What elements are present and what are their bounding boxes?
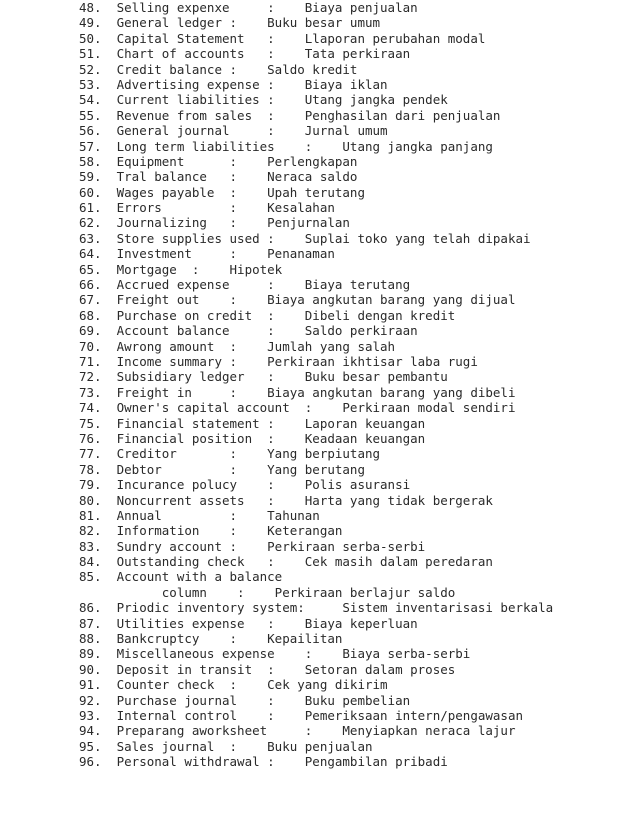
glossary-entry: 74. Owner's capital account : Perkiraan modal sendiri	[79, 400, 516, 416]
glossary-entry: 65. Mortgage : Hipotek	[79, 261, 283, 277]
glossary-entry: 48. Selling expenxe : Biaya penjualan	[79, 0, 418, 15]
glossary-entry: 86. Priodic inventory system: Sistem inventarisasi berkala	[79, 600, 554, 616]
glossary-entry: 77. Creditor : Yang berpiutang	[79, 446, 381, 462]
glossary-entry: 80. Noncurrent assets : Harta yang tidak bergerak	[79, 492, 493, 508]
glossary-entry: 70. Awrong amount : Jumlah yang salah	[79, 338, 396, 354]
glossary-entry: 49. General ledger : Buku besar umum	[79, 15, 381, 31]
glossary-entry: 81. Annual : Tahunan	[79, 507, 320, 523]
glossary-entry: 68. Purchase on credit : Dibeli dengan kredit	[79, 307, 456, 323]
glossary-list	[79, 0, 553, 770]
glossary-entry: 55. Revenue from sales : Penghasilan dari penjualan	[79, 107, 501, 123]
glossary-entry: 95. Sales journal : Buku penjualan	[79, 738, 373, 754]
glossary-entry: 76. Financial position : Keadaan keuangan	[79, 430, 426, 446]
glossary-entry: 90. Deposit in transit : Setoran dalam proses	[79, 661, 456, 677]
glossary-entry: 61. Errors : Kesalahan	[79, 200, 335, 216]
glossary-entry: 66. Accrued expense : Biaya terutang	[79, 277, 411, 293]
glossary-entry: 64. Investment : Penanaman	[79, 246, 335, 262]
glossary-entry: 91. Counter check : Cek yang dikirim	[79, 677, 388, 693]
glossary-entry: 92. Purchase journal : Buku pembelian	[79, 692, 411, 708]
glossary-entry: 71. Income summary : Perkiraan ikhtisar laba rugi	[79, 353, 478, 369]
glossary-entry: 58. Equipment : Perlengkapan	[79, 153, 358, 169]
glossary-entry: 52. Credit balance : Saldo kredit	[79, 61, 358, 77]
glossary-entry: 88. Bankcruptcy : Kepailitan	[79, 631, 343, 647]
glossary-entry: 78. Debtor : Yang berutang	[79, 461, 365, 477]
glossary-entry: 84. Outstanding check : Cek masih dalam peredaran	[79, 554, 493, 570]
glossary-entry: 75. Financial statement : Laporan keuangan	[79, 415, 426, 431]
glossary-entry: 57. Long term liabilities : Utang jangka panjang	[79, 138, 493, 154]
glossary-entry: 51. Chart of accounts : Tata perkiraan	[79, 46, 411, 62]
glossary-entry: 94. Preparang aworksheet : Menyiapkan neraca lajur	[79, 723, 516, 739]
glossary-entry: 63. Store supplies used : Suplai toko yang telah dipakai	[79, 230, 531, 246]
glossary-entry: 85. Account with a balance	[79, 569, 283, 585]
glossary-entry: 53. Advertising expense : Biaya iklan	[79, 76, 388, 92]
glossary-entry: 79. Incurance polucy : Polis asuransi	[79, 477, 411, 493]
glossary-entry: 50. Capital Statement : Llaporan perubahan modal	[79, 30, 486, 46]
glossary-entry: 59. Tral balance : Neraca saldo	[79, 169, 358, 185]
glossary-entry: 60. Wages payable : Upah terutang	[79, 184, 365, 200]
glossary-entry: 62. Journalizing : Penjurnalan	[79, 215, 350, 231]
glossary-entry: 54. Current liabilities : Utang jangka pendek	[79, 92, 448, 108]
glossary-entry: 72. Subsidiary ledger : Buku besar pembantu	[79, 369, 448, 385]
glossary-entry: 83. Sundry account : Perkiraan serba-serbi	[79, 538, 426, 554]
glossary-entry: 87. Utilities expense : Biaya keperluan	[79, 615, 418, 631]
glossary-entry: 96. Personal withdrawal : Pengambilan pribadi	[79, 754, 448, 770]
glossary-entry: 89. Miscellaneous expense : Biaya serba-serbi	[79, 646, 471, 662]
glossary-entry: 56. General journal : Jurnal umum	[79, 123, 388, 139]
glossary-entry: column : Perkiraan berlajur saldo	[79, 584, 456, 600]
glossary-entry: 82. Information : Keterangan	[79, 523, 343, 539]
glossary-entry: 69. Account balance : Saldo perkiraan	[79, 323, 418, 339]
glossary-entry: 93. Internal control : Pemeriksaan intern/pengawasan	[79, 707, 524, 723]
glossary-entry: 73. Freight in : Biaya angkutan barang yang dibeli	[79, 384, 516, 400]
glossary-entry: 67. Freight out : Biaya angkutan barang yang dijual	[79, 292, 516, 308]
